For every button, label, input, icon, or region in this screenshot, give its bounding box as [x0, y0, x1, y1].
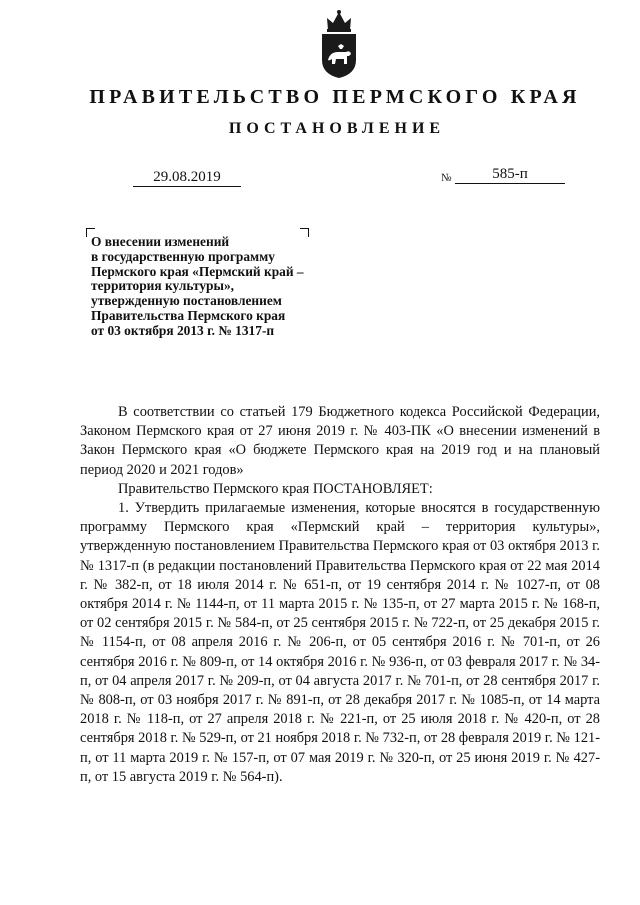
subject-line: в государственную программу: [91, 248, 275, 264]
perm-krai-coat-of-arms-icon: [316, 8, 362, 80]
subject-line: территория культуры»,: [91, 278, 234, 294]
number-label: №: [441, 172, 452, 184]
document-date: 29.08.2019: [133, 168, 241, 187]
document-body: [80, 403, 600, 787]
document-subject: [91, 235, 351, 339]
document-number: 585-п: [455, 165, 565, 184]
clause-1-paragraph: 1. Утвердить прилагаемые изменения, которые вносятся в государственную программу Пермского края «Пермский край – территория культуры», утвержденную постановлением Правительства Пермского края от 03 октября 2013 г. № 1317-п (в редакции постановлений Правительства Пермского края от 22 мая 2014 г. № 382-п, от 18 июля 2014 г. № 651-п, от 19 сентября 2014 г. № 1027-п, от 08 октября 2014 г. № 1144-п, от 11 марта 2015 г. № 135-п, от 27 марта 2015 г. № 168-п, от 02 сентября 2015 г. № 584-п, от 25 сентября 2015 г. № 722-п, от 25 декабря 2015 г. № 1154-п, от 08 апреля 2016 г. № 206-п, от 05 сентября 2016 г. № 701-п, от 26 сентября 2016 г. № 809-п, от 14 октября 2016 г. № 936-п, от 03 февраля 2017 г. № 34-п, от 04 апреля 2017 г. № 209-п, от 04 августа 2017 г. № 701-п, от 28 сентября 2017 г. № 808-п, от 03 ноября 2017 г. № 891-п, от 28 декабря 2017 г. № 1085-п, от 14 марта 2018 г. № 118-п, от 27 апреля 2018 г. № 221-п, от 25 июля 2018 г. № 420-п, от 28 сентября 2018 г. № 529-п, от 21 ноября 2018 г. № 732-п, от 28 февраля 2019 г. № 121-п, от 11 марта 2019 г. № 157-п, от 07 мая 2019 г. № 320-п, от 25 июня 2019 г. № 427-п, от 15 августа 2019 г. № 564-п).: [80, 500, 600, 785]
subject-line: О внесении изменений: [91, 234, 230, 249]
document-type: ПОСТАНОВЛЕНИЕ: [228, 120, 446, 137]
subject-line: Правительства Пермского края: [91, 307, 286, 323]
organization-title: ПРАВИТЕЛЬСТВО ПЕРМСКОГО КРАЯ: [89, 86, 581, 108]
resolves-paragraph: Правительство Пермского края ПОСТАНОВЛЯЕТ:: [118, 480, 433, 497]
subject-line: утвержденную постановлением: [91, 293, 282, 309]
subject-line: Пермского края «Пермский край –: [91, 263, 304, 279]
subject-line: от 03 октября 2013 г. № 1317-п: [91, 322, 275, 338]
preamble-paragraph: В соответствии со статьей 179 Бюджетного кодекса Российской Федерации, Законом Пермского края от 27 июня 2019 г. № 403-ПК «О внесении изменений в Закон Пермского края «О бюджете Пермского края на 2019 год и на плановый период 2020 и 2021 годов»: [80, 404, 600, 478]
